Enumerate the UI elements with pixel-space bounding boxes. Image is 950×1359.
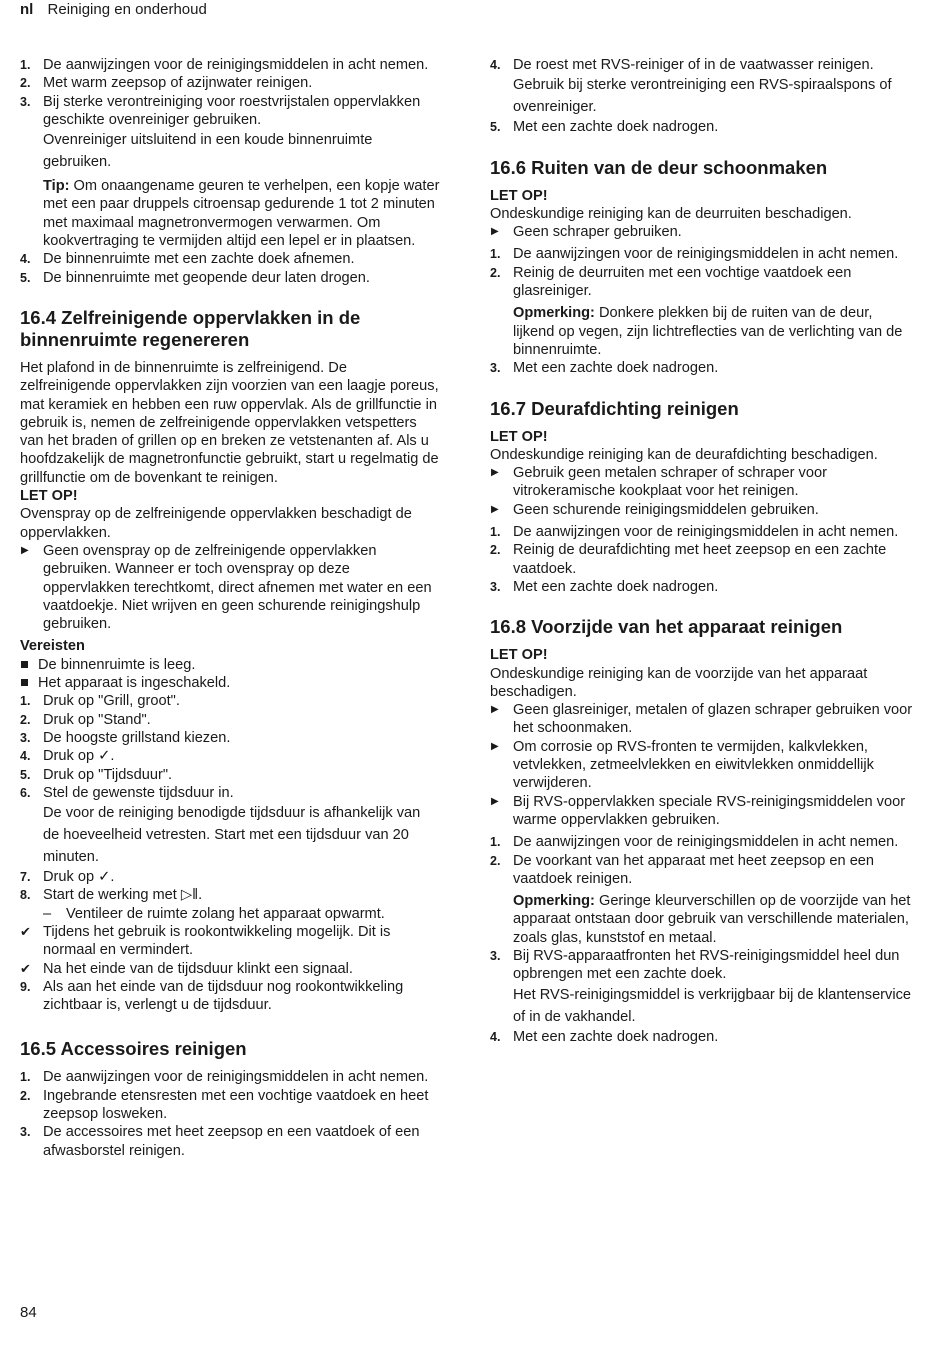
bullet-item: ▶ Bij RVS-oppervlakken speciale RVS-reinigingsmiddelen voor warme oppervlakken gebruiken. bbox=[491, 793, 906, 828]
note-paragraph: Opmerking: Geringe kleurverschillen op de voorzijde van het apparaat ontstaan door gebruik van verschillende materialen, zoals glas, kunststof en metaal. bbox=[513, 893, 911, 946]
triangle-bullet-icon: ▶ bbox=[491, 740, 499, 752]
bullet-item: ▶ Geen ovenspray op de zelfreinigende oppervlakken gebruiken. Wanneer er toch ovenspray op deze oppervlakken terechtkomt, direct afnemen met water en een vaatdoekje. Niet wrijven en geen schurende reinigingshulp gebruiken. bbox=[21, 542, 432, 633]
list-item: 2. Reinig de deurruiten met een vochtige vaatdoek een glasreiniger. bbox=[490, 264, 852, 300]
check-icon: ✔ bbox=[20, 923, 31, 939]
square-bullet-icon bbox=[21, 679, 28, 686]
list-item: 1. De aanwijzingen voor de reinigingsmiddelen in acht nemen. bbox=[490, 246, 899, 263]
section-heading: 16.4 Zelfreinigende oppervlakken in de binnenruimte regenereren bbox=[20, 306, 361, 350]
tip-paragraph: Tip: Om onaangename geuren te verhelpen, een kopje water met een paar druppels citroensap gedurende 1 tot 2 minuten met maximaal magnetronvermogen verwarmen. Om kookvertraging te vermijden altijd een lepel er in plaatsen. bbox=[43, 178, 440, 250]
requirements-label: Vereisten bbox=[20, 638, 85, 655]
result-item: ✔ Tijdens het gebruik is rookontwikkeling mogelijk. Dit is normaal en vermindert. bbox=[20, 923, 391, 959]
step-note: Het RVS-reinigingsmiddel is verkrijgbaar bij de klantenservice of in de vakhandel. bbox=[513, 986, 911, 1025]
list-item: 1. Druk op "Grill, groot". bbox=[20, 693, 180, 710]
list-item: 5. Met een zachte doek nadrogen. bbox=[490, 119, 719, 136]
right-column bbox=[490, 56, 915, 1046]
list-item: 4. De binnenruimte met een zachte doek afnemen. bbox=[20, 251, 355, 268]
list-item: 3. Bij sterke verontreiniging voor roestvrijstalen oppervlakken geschikte ovenreiniger gebruiken. bbox=[20, 93, 421, 128]
bullet-item: ▶ Geen schurende reinigingsmiddelen gebruiken. bbox=[491, 501, 819, 518]
bullet-item: ▶ Gebruik geen metalen schraper of schraper voor vitrokeramische kookplaat voor het reinigen. bbox=[491, 465, 827, 500]
page-header bbox=[20, 0, 207, 20]
list-item: 2. Reinig de deurafdichting met heet zeepsop en een zachte vaatdoek. bbox=[490, 542, 887, 577]
warning-text: Ondeskundige reiniging kan de deurruiten beschadigen. bbox=[490, 205, 852, 222]
list-item: 3. Met een zachte doek nadrogen. bbox=[490, 360, 719, 377]
list-item: 9. Als aan het einde van de tijdsduur nog rookontwikkeling zichtbaar is, verlengt u de tijdsduur. bbox=[20, 978, 404, 1014]
warning-text: Ondeskundige reiniging kan de deurafdichting beschadigen. bbox=[490, 446, 878, 463]
requirement-item: Het apparaat is ingeschakeld. bbox=[20, 674, 440, 692]
section-heading: 16.7 Deurafdichting reinigen bbox=[490, 397, 739, 419]
warning-label: LET OP! bbox=[490, 187, 548, 204]
list-item: 8. Start de werking met ▷‖. bbox=[20, 887, 203, 904]
list-item: 3. Met een zachte doek nadrogen. bbox=[490, 578, 719, 595]
warning-text: Ondeskundige reiniging kan de voorzijde van het apparaat beschadigen. bbox=[490, 665, 868, 700]
list-item: 3. De hoogste grillstand kiezen. bbox=[20, 729, 231, 746]
warning-label: LET OP! bbox=[20, 488, 78, 505]
list-item: 3. De accessoires met heet zeepsop en een vaatdoek of een afwasborstel reinigen. bbox=[20, 1124, 420, 1159]
list-item: 5. De binnenruimte met geopende deur laten drogen. bbox=[20, 269, 370, 286]
language-code: nl bbox=[20, 1, 34, 18]
check-icon: ✔ bbox=[20, 960, 31, 976]
bullet-item: ▶ Geen schraper gebruiken. bbox=[491, 224, 682, 241]
step-note: De voor de reiniging benodigde tijdsduur is afhankelijk van de hoeveelheid vetresten. Start met een tijdsduur van 20 minuten. bbox=[43, 805, 421, 866]
result-item: ✔ Na het einde van de tijdsduur klinkt een signaal. bbox=[20, 960, 353, 977]
list-item: 5. Druk op "Tijdsduur". bbox=[20, 766, 173, 783]
left-column bbox=[20, 56, 440, 1160]
warning-text: Ovenspray op de zelfreinigende oppervlakken beschadigt de oppervlakken. bbox=[20, 506, 412, 541]
warning-label: LET OP! bbox=[490, 647, 548, 664]
note-paragraph: Opmerking: Donkere plekken bij de ruiten van de deur, lijkend op vegen, zijn lichtreflecties van de verlichting van de binnenruimte. bbox=[513, 305, 903, 358]
list-item: 2. Druk op "Stand". bbox=[20, 711, 151, 728]
list-item: 2. Ingebrande etensresten met een vochtige vaatdoek en heet zeepsop losweken. bbox=[20, 1087, 429, 1123]
step-note: Ovenreiniger uitsluitend in een koude binnenruimte gebruiken. bbox=[43, 132, 373, 171]
list-item: 1. De aanwijzingen voor de reinigingsmiddelen in acht nemen. bbox=[490, 524, 899, 541]
section-heading: 16.8 Voorzijde van het apparaat reinigen bbox=[490, 616, 843, 638]
dash-icon: – bbox=[43, 905, 52, 922]
list-item: 1. De aanwijzingen voor de reinigingsmiddelen in acht nemen. bbox=[490, 834, 899, 851]
list-item: 3. Bij RVS-apparaatfronten het RVS-reinigingsmiddel heel dun opbrengen met een zachte doek. bbox=[490, 947, 900, 983]
list-item: 4. Druk op ✓. bbox=[20, 748, 115, 765]
list-item: 2. Met warm zeepsop of azijnwater reinigen. bbox=[20, 75, 313, 92]
list-item: 6. Stel de gewenste tijdsduur in. bbox=[20, 784, 234, 801]
triangle-bullet-icon: ▶ bbox=[491, 704, 499, 716]
square-bullet-icon bbox=[21, 661, 28, 668]
list-item: 7. Druk op ✓. bbox=[20, 869, 115, 886]
list-item: 1. De aanwijzingen voor de reinigingsmiddelen in acht nemen. bbox=[20, 1069, 429, 1086]
list-item: 4. Met een zachte doek nadrogen. bbox=[490, 1028, 719, 1045]
warning-label: LET OP! bbox=[490, 428, 548, 445]
triangle-bullet-icon: ▶ bbox=[21, 544, 29, 556]
section-intro: Het plafond in de binnenruimte is zelfreinigend. De zelfreinigende oppervlakken zijn voorzien van een laagje poreus, mat keramiek en hebben een ruw oppervlak. Als de grillfunctie in gebruik is, nemen de zelfreinigende oppervlakken vetspetters van het braden of grillen op en breken ze vetstenanten af. Als u hoofdzakelijk de magnetronfunctie gebruikt, start u regelmatig de grillfunctie om de bovenkant te reinigen. bbox=[20, 359, 439, 486]
page-number: 84 bbox=[20, 1304, 37, 1321]
triangle-bullet-icon: ▶ bbox=[491, 226, 499, 238]
step-note: Gebruik bij sterke verontreiniging een RVS-spiraalspons of ovenreiniger. bbox=[513, 77, 892, 116]
bullet-item: ▶ Om corrosie op RVS-fronten te vermijden, kalkvlekken, vetvlekken, zetmeelvlekken en eiwitvlekken onmiddellijk verwijderen. bbox=[491, 738, 874, 792]
section-heading: 16.5 Accessoires reinigen bbox=[20, 1038, 247, 1060]
section-heading: 16.6 Ruiten van de deur schoonmaken bbox=[490, 156, 828, 178]
triangle-bullet-icon: ▶ bbox=[491, 503, 499, 515]
triangle-bullet-icon: ▶ bbox=[491, 795, 499, 807]
list-item: 1. De aanwijzingen voor de reinigingsmiddelen in acht nemen. bbox=[20, 57, 429, 73]
list-item: 4. De roest met RVS-reiniger of in de vaatwasser reinigen. bbox=[490, 57, 874, 73]
chapter-title: Reiniging en onderhoud bbox=[47, 1, 207, 18]
triangle-bullet-icon: ▶ bbox=[491, 467, 499, 479]
requirement-item: De binnenruimte is leeg. bbox=[20, 656, 440, 674]
list-item: 2. De voorkant van het apparaat met heet zeepsop en een vaatdoek reinigen. bbox=[490, 852, 875, 887]
sub-step: – Ventileer de ruimte zolang het apparaat opwarmt. bbox=[43, 905, 385, 922]
bullet-item: ▶ Geen glasreiniger, metalen of glazen schraper gebruiken voor het schoonmaken. bbox=[491, 702, 913, 737]
